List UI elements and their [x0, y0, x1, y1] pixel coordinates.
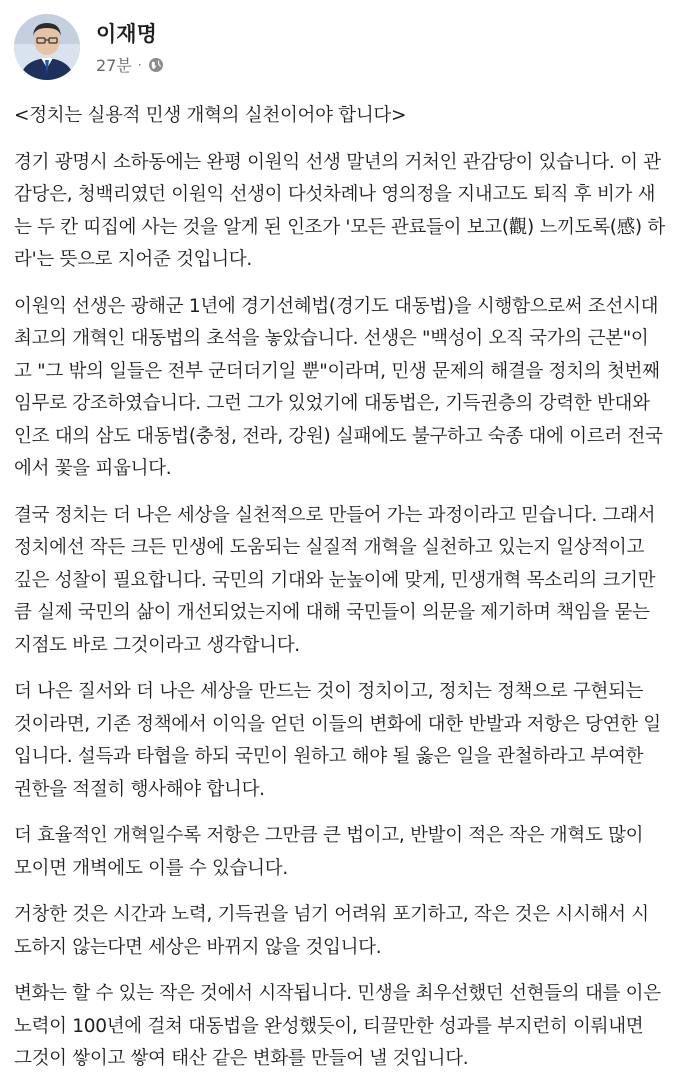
post-body: [14, 100, 666, 1090]
author-name[interactable]: 이재명: [96, 22, 157, 46]
paragraph: 결국 정치는 더 나은 세상을 실천적으로 만들어 가는 과정이라고 믿습니다. 그래서 정치에선 작든 크든 민생에 도움되는 실질적 개혁을 실천하고 있는지 일상적이고 깊은 성찰이 필요합니다. 국민의 기대와 눈높이에 맞게, 민생개혁 목소리의 크기만큼 실제 국민의 삶이 개선되었는지에 대해 국민들이 의문을 제기하며 책임을 묻는 지점도 바로 그것이라고 생각합니다.: [14, 504, 656, 656]
post-title: <정치는 실용적 민생 개혁의 실천이어야 합니다>: [14, 105, 407, 126]
timestamp[interactable]: 27분: [96, 56, 132, 75]
post-meta: [96, 53, 164, 76]
paragraph: 변화는 할 수 있는 작은 것에서 시작됩니다. 민생을 최우선했던 선현들의 대를 이은 노력이 100년에 걸쳐 대동법을 완성했듯이, 티끌만한 성과를 부지런히 이뤄내면 그것이 쌓이고 쌓여 태산 같은 변화를 만들어 낼 것입니다.: [14, 983, 661, 1069]
avatar[interactable]: [14, 14, 80, 80]
post-header: [0, 0, 680, 92]
profile-photo: [14, 14, 80, 80]
paragraph: 이원익 선생은 광해군 1년에 경기선혜법(경기도 대동법)을 시행함으로써 조선시대 최고의 개혁인 대동법의 초석을 놓았습니다. 선생은 "백성이 오직 국가의 근본"이고 "그 밖의 일들은 전부 군더더기일 뿐"이라며, 민생 문제의 해결을 정치의 첫번째 임무로 강조하였습니다. 그런 그가 있었기에 대동법은, 기득권층의 강력한 반대와 인조 대의 삼도 대동법(충청, 전라, 강원) 실패에도 불구하고 숙종 대에 이르러 전국에서 꽃을 피웁니다.: [14, 295, 663, 479]
separator-dot: ·: [137, 57, 142, 72]
paragraph: 더 효율적인 개혁일수록 저항은 그만큼 큰 법이고, 반발이 적은 작은 개혁도 많이 모이면 개벽에도 이를 수 있습니다.: [14, 825, 644, 879]
globe-icon[interactable]: [148, 57, 164, 73]
paragraph: 경기 광명시 소하동에는 완평 이원익 선생 말년의 거처인 관감당이 있습니다. 이 관감당은, 청백리였던 이원익 선생이 다섯차례나 영의정을 지내고도 퇴직 후 비가 새는 두 칸 띠집에 사는 것을 알게 된 인조가 '모든 관료들이 보고(觀) 느끼도록(感) 하라'는 뜻으로 지어준 것입니다.: [14, 151, 665, 270]
paragraph: 더 나은 질서와 더 나은 세상을 만드는 것이 정치이고, 정치는 정책으로 구현되는 것이라면, 기존 정책에서 이익을 얻던 이들의 변화에 대한 반발과 저항은 당연한 일입니다. 설득과 타협을 하되 국민이 원하고 해야 될 옳은 일을 관철하라고 부여한 권한을 적절히 행사해야 합니다.: [14, 681, 661, 800]
paragraph: 거창한 것은 시간과 노력, 기득권을 넘기 어려워 포기하고, 작은 것은 시시해서 시도하지 않는다면 세상은 바뀌지 않을 것입니다.: [14, 904, 649, 958]
